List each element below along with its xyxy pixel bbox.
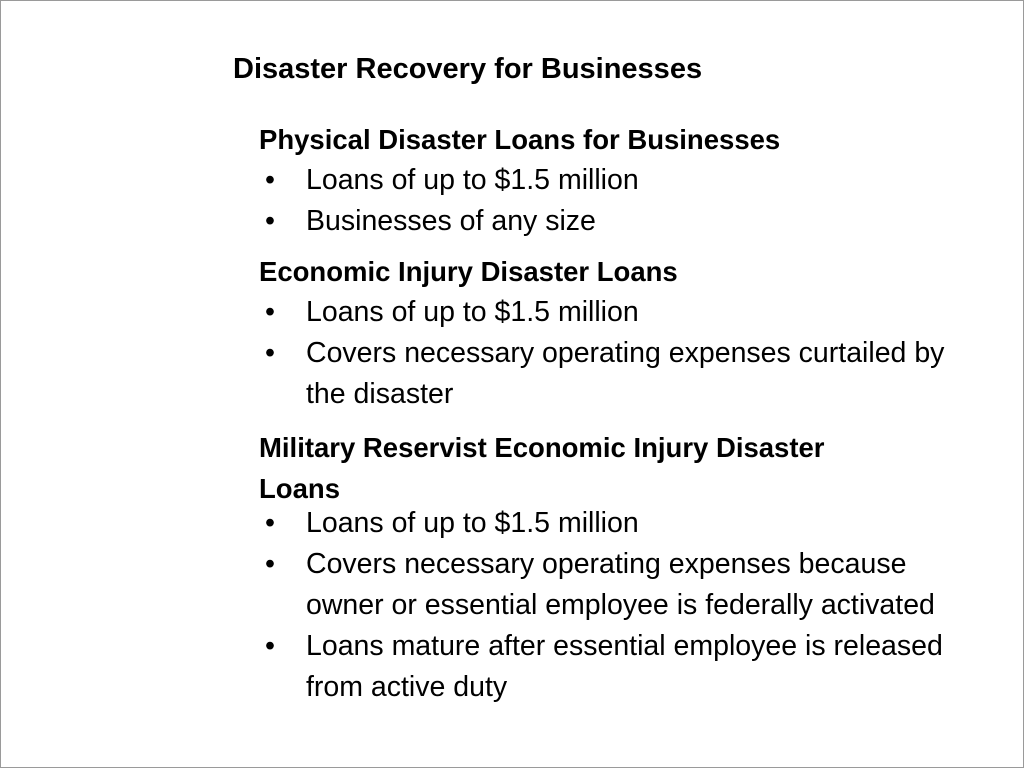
- bullet-item: [259, 292, 946, 333]
- section-heading: Economic Injury Disaster Loans: [259, 256, 678, 287]
- bullet-item: [259, 544, 946, 626]
- slide-content: [259, 119, 959, 708]
- bullet-text: Loans of up to $1.5 million: [306, 507, 639, 539]
- bullet-item: [259, 626, 946, 708]
- section-economic-injury-loans: [259, 251, 959, 415]
- section-heading: Physical Disaster Loans for Businesses: [259, 124, 781, 155]
- bullet-item: [259, 201, 946, 242]
- bullet-text: Loans mature after essential employee is released from active duty: [306, 630, 943, 703]
- bullet-icon: •: [265, 337, 275, 369]
- bullet-list: [259, 160, 959, 242]
- bullet-icon: •: [265, 507, 275, 539]
- bullet-icon: •: [265, 205, 275, 237]
- section-military-reservist-loans: [259, 427, 959, 708]
- bullet-icon: •: [265, 630, 275, 662]
- bullet-text: Businesses of any size: [306, 205, 596, 237]
- bullet-text: Covers necessary operating expenses curtailed by the disaster: [306, 337, 945, 410]
- bullet-item: [259, 160, 946, 201]
- bullet-icon: •: [265, 296, 275, 328]
- bullet-item: [259, 503, 946, 544]
- bullet-text: Covers necessary operating expenses because owner or essential employee is federally activated: [306, 548, 935, 621]
- bullet-text: Loans of up to $1.5 million: [306, 296, 639, 328]
- section-heading: Military Reservist Economic Injury Disaster Loans: [259, 432, 825, 504]
- section-physical-disaster-loans: [259, 119, 959, 242]
- bullet-text: Loans of up to $1.5 million: [306, 164, 639, 196]
- bullet-list: [259, 503, 959, 708]
- bullet-item: [259, 333, 946, 415]
- slide-title: Disaster Recovery for Businesses: [233, 53, 703, 85]
- bullet-icon: •: [265, 164, 275, 196]
- bullet-icon: •: [265, 548, 275, 580]
- bullet-list: [259, 292, 959, 415]
